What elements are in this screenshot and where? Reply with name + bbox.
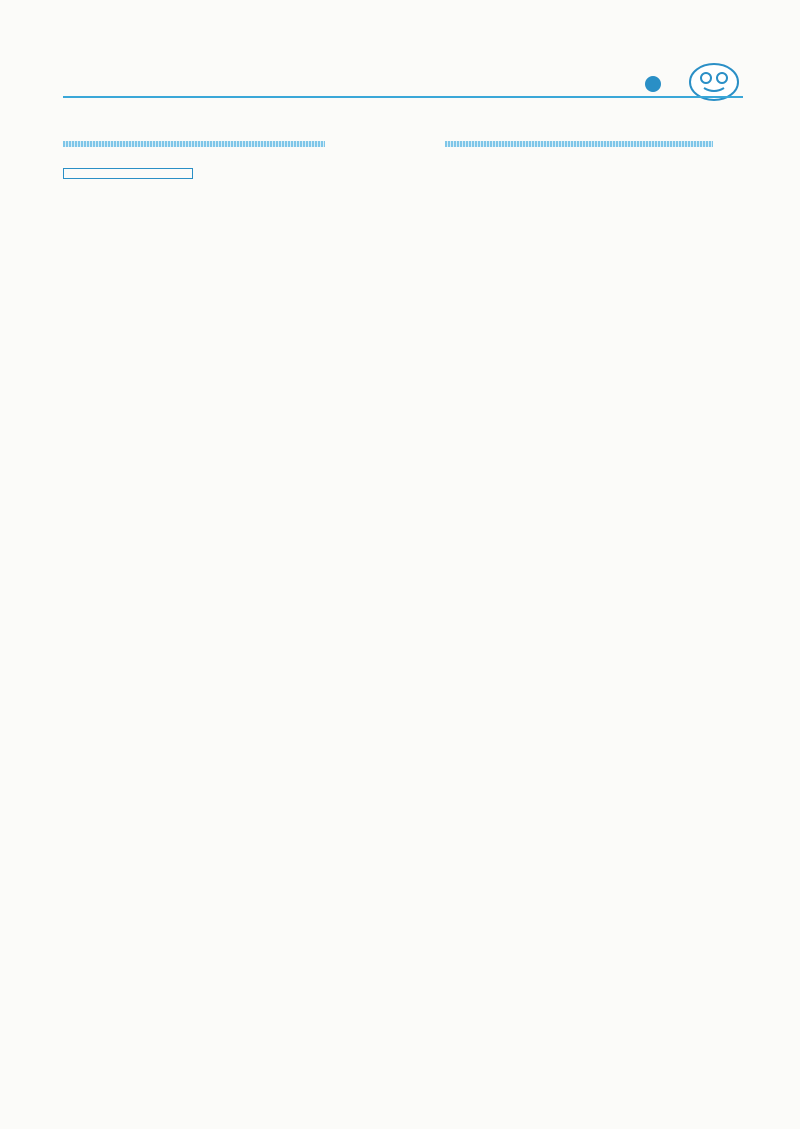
page-content	[63, 116, 713, 183]
heading-bar-right	[445, 141, 713, 147]
passage-four-heading	[63, 126, 713, 158]
page-header	[0, 0, 800, 110]
header-title	[641, 76, 665, 97]
header-divider	[63, 96, 743, 98]
heading-bar-left	[63, 141, 325, 147]
passage-info-box	[63, 168, 193, 179]
part-numeral-badge	[645, 76, 661, 92]
